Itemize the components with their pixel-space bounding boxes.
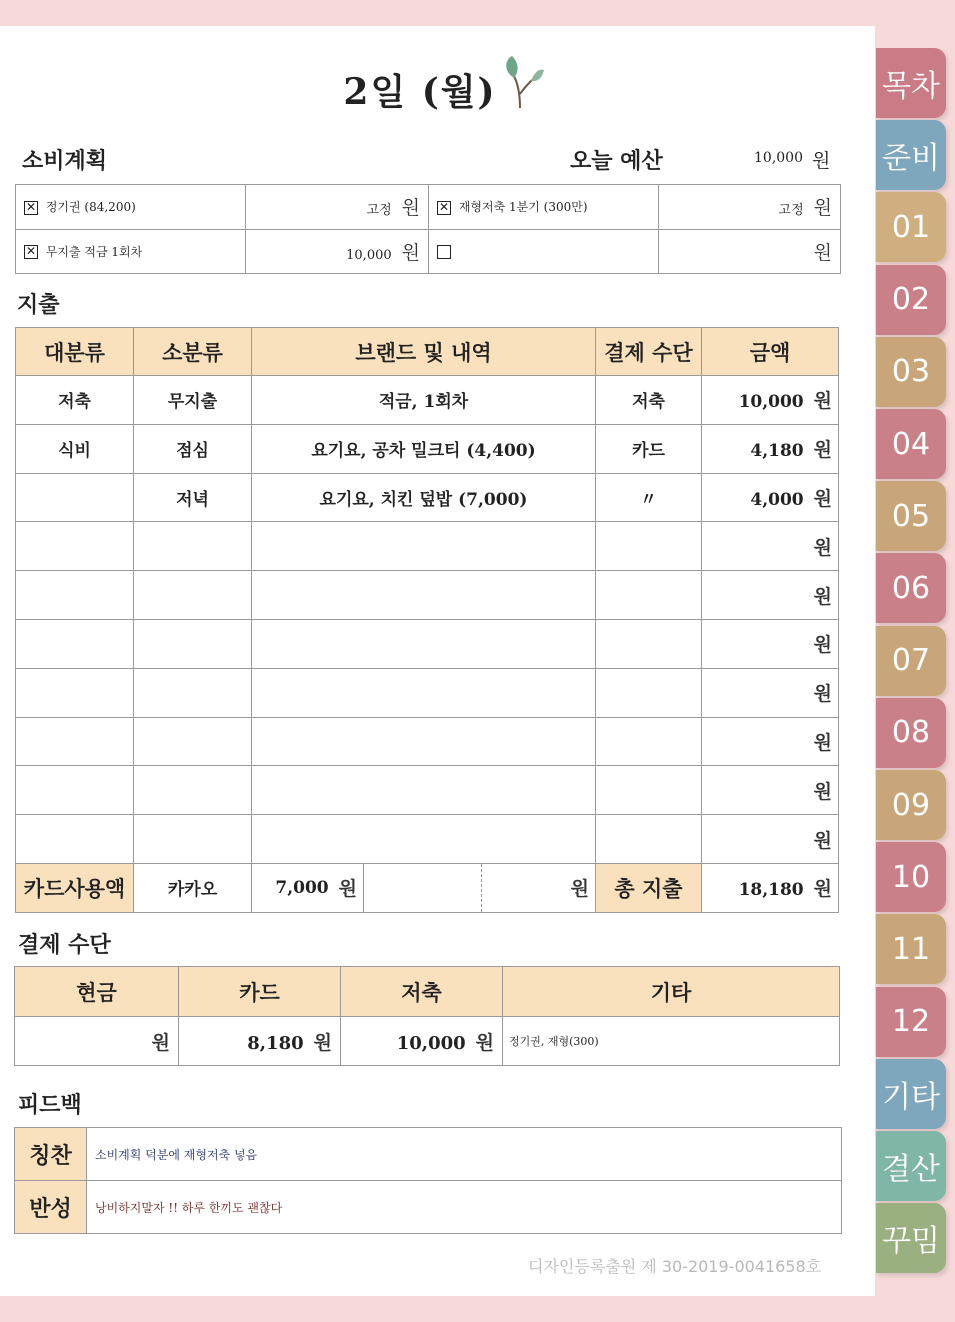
category-cell[interactable]: 식비 xyxy=(16,424,134,473)
tab-17[interactable]: 꾸밈 xyxy=(876,1203,946,1273)
amount-cell[interactable]: 10,000 원 xyxy=(702,376,839,425)
spending-plan-table xyxy=(15,184,841,274)
expense-row[interactable] xyxy=(16,668,839,717)
plan-item[interactable]: ✕ 정기권 (84,200) xyxy=(16,185,246,230)
pay-col-cash: 현금 xyxy=(15,967,179,1017)
card1-amount[interactable]: 7,000 원 xyxy=(252,864,364,912)
subcategory-cell[interactable] xyxy=(134,571,252,620)
expense-row[interactable] xyxy=(16,522,839,571)
amount-cell[interactable]: 원 xyxy=(702,815,839,864)
category-cell[interactable]: 저축 xyxy=(16,376,134,425)
category-cell[interactable] xyxy=(16,473,134,522)
leaf-icon xyxy=(500,54,544,110)
tab-7[interactable]: 05 xyxy=(876,481,946,551)
plan-item[interactable] xyxy=(429,229,659,274)
description-cell[interactable]: 요기요, 공차 밀크티 (4,400) xyxy=(252,424,596,473)
tab-16[interactable]: 결산 xyxy=(876,1131,946,1201)
subcategory-cell[interactable] xyxy=(134,619,252,668)
method-cell[interactable]: 저축 xyxy=(596,376,702,425)
expense-row[interactable] xyxy=(16,376,839,425)
method-cell[interactable] xyxy=(596,522,702,571)
category-cell[interactable] xyxy=(16,717,134,766)
subcategory-cell[interactable]: 저녁 xyxy=(134,473,252,522)
method-cell[interactable] xyxy=(596,766,702,815)
method-cell[interactable]: 카드 xyxy=(596,424,702,473)
expense-table xyxy=(15,327,839,913)
registration-notice: 디자인등록출원 제 30-2019-0041658호 xyxy=(528,1257,822,1276)
category-cell[interactable] xyxy=(16,522,134,571)
tab-15[interactable]: 기타 xyxy=(876,1059,946,1129)
expense-row[interactable] xyxy=(16,717,839,766)
tab-2[interactable]: 준비 xyxy=(876,120,946,190)
budget-label: 오늘 예산 xyxy=(570,149,663,174)
method-cell[interactable] xyxy=(596,668,702,717)
col-method: 결제 수단 xyxy=(596,328,702,376)
amount-cell[interactable]: 원 xyxy=(702,619,839,668)
method-cell[interactable] xyxy=(596,717,702,766)
total-label: 총 지출 xyxy=(596,863,702,912)
expense-heading: 지출 xyxy=(17,293,60,318)
pay-cash-cell[interactable]: 원 xyxy=(15,1017,179,1066)
amount-cell[interactable]: 원 xyxy=(702,571,839,620)
col-subcategory: 소분류 xyxy=(134,328,252,376)
card-summary-row xyxy=(16,863,839,912)
tab-14[interactable]: 12 xyxy=(876,987,946,1057)
expense-header-row xyxy=(16,328,839,376)
subcategory-cell[interactable]: 무지출 xyxy=(134,376,252,425)
pay-col-saving: 저축 xyxy=(341,967,503,1017)
tab-6[interactable]: 04 xyxy=(876,409,946,479)
card-usage-cell xyxy=(134,863,596,912)
amount-cell[interactable]: 4,180 원 xyxy=(702,424,839,473)
description-cell[interactable] xyxy=(252,619,596,668)
description-cell[interactable] xyxy=(252,522,596,571)
card1-name[interactable]: 카카오 xyxy=(134,864,252,912)
pay-col-card: 카드 xyxy=(179,967,341,1017)
amount-cell[interactable]: 4,000 원 xyxy=(702,473,839,522)
pay-saving-cell[interactable]: 10,000 원 xyxy=(341,1017,503,1066)
expense-row[interactable] xyxy=(16,766,839,815)
budget-value: 10,000 xyxy=(754,150,803,166)
tab-3[interactable]: 01 xyxy=(876,192,946,262)
feedback-heading: 피드백 xyxy=(18,1093,82,1118)
planner-page xyxy=(0,26,875,1296)
category-cell[interactable] xyxy=(16,766,134,815)
card2-name[interactable] xyxy=(364,864,482,912)
checked-box-icon[interactable]: ✕ xyxy=(25,199,37,214)
description-cell[interactable] xyxy=(252,668,596,717)
tab-13[interactable]: 11 xyxy=(876,914,946,984)
tab-11[interactable]: 09 xyxy=(876,770,946,840)
payment-heading: 결제 수단 xyxy=(18,933,111,958)
plan-amount: 원 xyxy=(659,229,841,274)
plan-amount: 고정 원 xyxy=(659,185,841,230)
total-amount: 18,180 원 xyxy=(702,863,839,912)
col-amount: 금액 xyxy=(702,328,839,376)
subcategory-cell[interactable] xyxy=(134,522,252,571)
description-cell[interactable]: 적금, 1회차 xyxy=(252,376,596,425)
subcategory-cell[interactable] xyxy=(134,815,252,864)
method-cell[interactable]: 〃 xyxy=(596,473,702,522)
pay-other-cell[interactable]: 정기권, 재형(300) xyxy=(503,1017,840,1066)
empty-checkbox-icon[interactable] xyxy=(437,245,451,259)
tab-12[interactable]: 10 xyxy=(876,842,946,912)
subcategory-cell[interactable] xyxy=(134,668,252,717)
col-category: 대분류 xyxy=(16,328,134,376)
description-cell[interactable] xyxy=(252,766,596,815)
description-cell[interactable]: 요기요, 치킨 덮밥 (7,000) xyxy=(252,473,596,522)
category-cell[interactable] xyxy=(16,571,134,620)
expense-row[interactable] xyxy=(16,619,839,668)
description-cell[interactable] xyxy=(252,815,596,864)
pay-card-cell[interactable]: 8,180 원 xyxy=(179,1017,341,1066)
subcategory-cell[interactable] xyxy=(134,717,252,766)
tab-5[interactable]: 03 xyxy=(876,337,946,407)
tab-8[interactable]: 06 xyxy=(876,553,946,623)
card2-amount[interactable]: 원 xyxy=(570,878,589,901)
subcategory-cell[interactable] xyxy=(134,766,252,815)
plan-item[interactable]: ✕ 재형저축 1분기 (300만) xyxy=(429,185,659,230)
expense-row[interactable] xyxy=(16,815,839,864)
page-title: 2일 (월) xyxy=(343,71,497,113)
feedback-table xyxy=(14,1127,842,1234)
expense-row[interactable] xyxy=(16,571,839,620)
plan-heading: 소비계획 xyxy=(22,149,108,174)
praise-label: 칭찬 xyxy=(15,1128,87,1181)
plan-item[interactable]: ✕ 무지출 적금 1회차 xyxy=(16,229,246,274)
amount-cell[interactable]: 원 xyxy=(702,668,839,717)
method-cell[interactable] xyxy=(596,571,702,620)
method-cell[interactable] xyxy=(596,815,702,864)
plan-amount: 고정 원 xyxy=(246,185,429,230)
col-description: 브랜드 및 내역 xyxy=(252,328,596,376)
tab-9[interactable]: 07 xyxy=(876,626,946,696)
plan-amount: 10,000 원 xyxy=(246,229,429,274)
tab-10[interactable]: 08 xyxy=(876,698,946,768)
description-cell[interactable] xyxy=(252,717,596,766)
amount-cell[interactable]: 원 xyxy=(702,717,839,766)
category-cell[interactable] xyxy=(16,668,134,717)
tab-1[interactable]: 목차 xyxy=(876,48,946,118)
checked-box-icon[interactable]: ✕ xyxy=(25,244,37,259)
card-usage-label: 카드사용액 xyxy=(16,863,134,912)
praise-text[interactable]: 소비계획 덕분에 재형저축 넣음 xyxy=(87,1128,842,1181)
subcategory-cell[interactable]: 점심 xyxy=(134,424,252,473)
category-cell[interactable] xyxy=(16,815,134,864)
amount-cell[interactable]: 원 xyxy=(702,766,839,815)
pay-col-other: 기타 xyxy=(503,967,840,1017)
payment-table xyxy=(14,966,840,1066)
checked-box-icon[interactable]: ✕ xyxy=(438,199,450,214)
amount-cell[interactable]: 원 xyxy=(702,522,839,571)
reflect-label: 반성 xyxy=(15,1181,87,1234)
reflect-text[interactable]: 낭비하지말자 !! 하루 한끼도 괜찮다 xyxy=(87,1181,842,1234)
expense-row[interactable] xyxy=(16,424,839,473)
expense-row[interactable] xyxy=(16,473,839,522)
budget-won: 원 xyxy=(812,150,831,172)
tab-4[interactable]: 02 xyxy=(876,265,946,335)
description-cell[interactable] xyxy=(252,571,596,620)
category-cell[interactable] xyxy=(16,619,134,668)
method-cell[interactable] xyxy=(596,619,702,668)
